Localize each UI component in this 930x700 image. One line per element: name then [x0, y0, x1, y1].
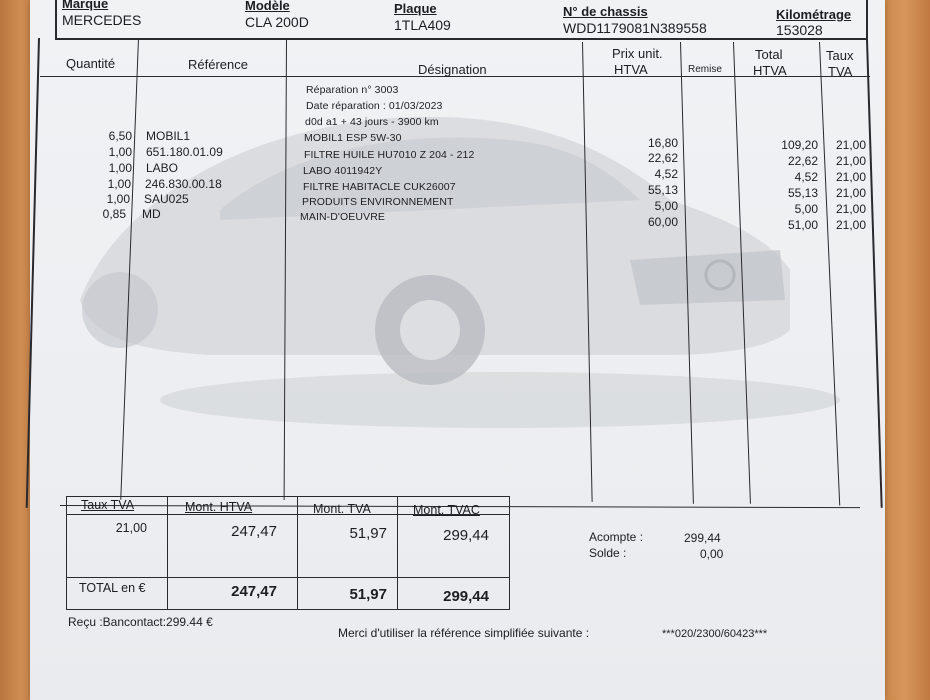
- vat-htva-value: 247,47: [231, 523, 277, 540]
- solde-value: 0,00: [700, 547, 724, 561]
- col-header-total-1: Total: [755, 47, 783, 62]
- row-taux: 21,00: [835, 202, 866, 216]
- row-prix: 60,00: [647, 215, 678, 229]
- acompte-label: Acompte :: [589, 530, 644, 544]
- row-total: 22,62: [787, 154, 818, 168]
- col-header-prix-2: HTVA: [614, 62, 648, 77]
- total-htva: 247,47: [231, 583, 277, 600]
- row-qty: 1,00: [108, 145, 132, 159]
- col-header-reference: Référence: [188, 57, 248, 72]
- row-ref: MOBIL1: [146, 129, 191, 143]
- total-tva: 51,97: [349, 586, 387, 603]
- vat-taux-label: Taux TVA: [81, 498, 135, 512]
- row-ref: MD: [142, 207, 161, 221]
- vat-total-line: [67, 577, 509, 578]
- row-desig: LABO 4011942Y: [303, 165, 383, 177]
- chassis-label: N° de chassis: [563, 4, 648, 19]
- row-taux: 21,00: [835, 186, 866, 200]
- vat-tvac-label: Mont. TVAC: [413, 503, 480, 517]
- row-prix: 22,62: [647, 151, 678, 165]
- row-ref: LABO: [146, 161, 179, 175]
- acompte-value: 299,44: [684, 531, 721, 545]
- repair-date: Date réparation : 01/03/2023: [306, 100, 443, 112]
- repair-interval: d0d a1 + 43 jours - 3900 km: [305, 116, 439, 128]
- vat-taux-value: 21,00: [115, 521, 147, 535]
- modele-label: Modèle: [245, 0, 290, 13]
- row-total: 5,00: [794, 202, 818, 216]
- row-taux: 21,00: [835, 138, 866, 152]
- row-qty: 1,00: [107, 177, 131, 191]
- plaque-label: Plaque: [394, 1, 437, 16]
- row-total: 51,00: [787, 218, 818, 232]
- row-total: 55,13: [787, 186, 818, 200]
- row-taux: 21,00: [835, 170, 866, 184]
- repair-number: Réparation n° 3003: [306, 84, 399, 96]
- vat-tva-label: Mont. TVA: [313, 502, 371, 516]
- row-desig: FILTRE HABITACLE CUK26007: [303, 181, 456, 193]
- row-prix: 4,52: [654, 167, 678, 181]
- vat-summary-table: [66, 496, 510, 610]
- vat-tva-value: 51,97: [349, 525, 387, 542]
- col-header-total-2: HTVA: [753, 63, 787, 78]
- marque-value: MERCEDES: [62, 12, 142, 28]
- row-qty: 6,50: [108, 129, 132, 143]
- col-header-taux-2: TVA: [828, 64, 853, 79]
- row-prix: 5,00: [654, 199, 678, 213]
- km-value: 153028: [776, 22, 823, 38]
- chassis-value: WDD1179081N389558: [563, 20, 707, 36]
- vat-htva-label: Mont. HTVA: [185, 500, 253, 514]
- row-qty: 1,00: [108, 161, 132, 175]
- col-header-prix-1: Prix unit.: [612, 46, 663, 61]
- col-header-designation: Désignation: [418, 62, 487, 77]
- header-right-border: [866, 0, 868, 40]
- header-bottom-border: [55, 38, 867, 40]
- total-tvac: 299,44: [443, 588, 489, 605]
- row-desig: MOBIL1 ESP 5W-30: [304, 132, 402, 144]
- wood-table-right: [878, 0, 930, 700]
- total-label: TOTAL en €: [79, 581, 146, 595]
- row-total: 109,20: [781, 138, 818, 152]
- row-qty: 0,85: [102, 207, 126, 221]
- plaque-value: 1TLA409: [394, 17, 451, 33]
- marque-label: Marque: [62, 0, 109, 11]
- modele-value: CLA 200D: [245, 14, 309, 30]
- col-header-remise: Remise: [688, 64, 722, 75]
- payment-receipt: Reçu :Bancontact:299.44 €: [68, 615, 213, 629]
- header-left-border: [55, 0, 57, 40]
- row-prix: 55,13: [647, 183, 678, 197]
- solde-label: Solde :: [589, 546, 627, 560]
- row-desig: MAIN-D'OEUVRE: [300, 211, 385, 223]
- structured-reference: ***020/2300/60423***: [662, 628, 768, 640]
- row-ref: SAU025: [144, 192, 189, 206]
- row-taux: 21,00: [835, 154, 866, 168]
- row-ref: 246.830.00.18: [145, 177, 222, 191]
- row-prix: 16,80: [647, 136, 678, 150]
- row-ref: 651.180.01.09: [146, 145, 223, 159]
- vat-tvac-value: 299,44: [443, 527, 489, 544]
- km-label: Kilométrage: [776, 7, 852, 22]
- row-desig: PRODUITS ENVIRONNEMENT: [302, 196, 454, 208]
- col-header-taux-1: Taux: [826, 48, 854, 63]
- row-total: 4,52: [794, 170, 818, 184]
- row-taux: 21,00: [835, 218, 866, 232]
- row-desig: FILTRE HUILE HU7010 Z 204 - 212: [304, 149, 475, 161]
- reference-notice: Merci d'utiliser la référence simplifiée suivante :: [338, 626, 590, 640]
- col-header-quantite: Quantité: [66, 56, 116, 71]
- row-qty: 1,00: [106, 192, 130, 206]
